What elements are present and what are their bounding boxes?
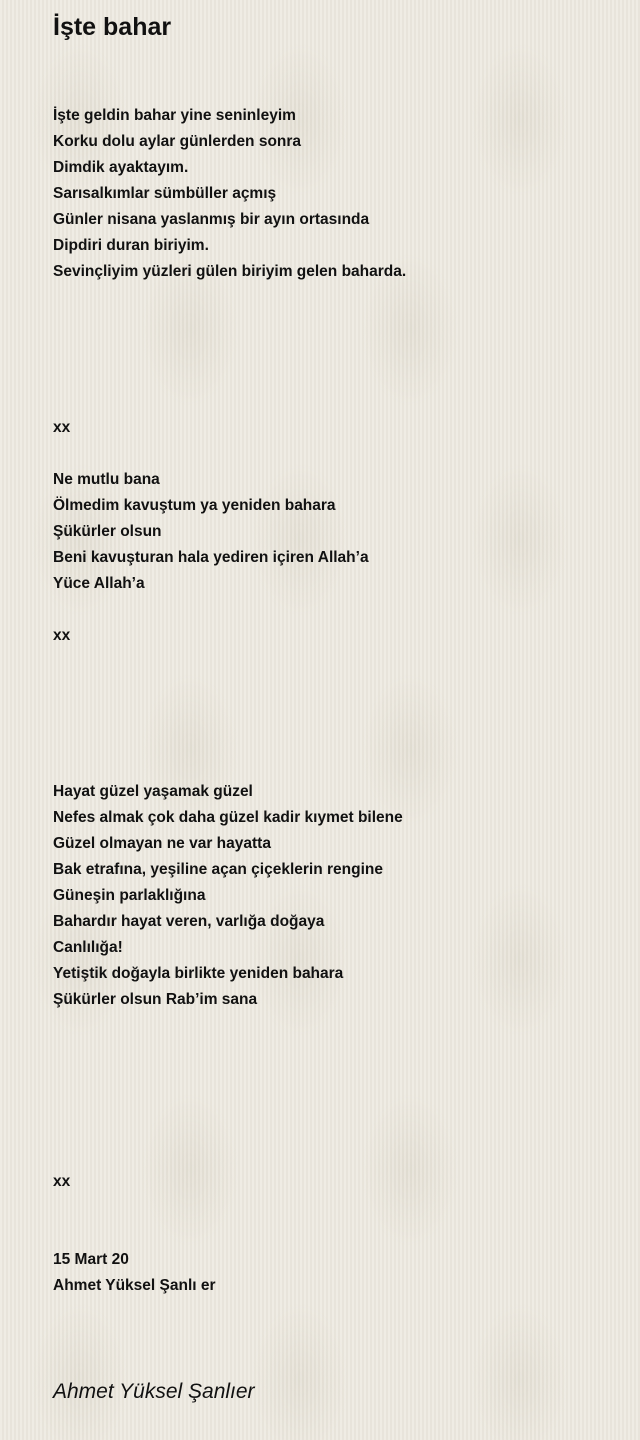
poem-line: Bak etrafına, yeşiline açan çiçeklerin rengine — [53, 861, 383, 878]
poem-line: Bahardır hayat veren, varlığa doğaya — [53, 913, 325, 930]
blank-line — [53, 1195, 613, 1221]
poem-line: Korku dolu aylar günlerden sonra — [53, 133, 302, 150]
blank-line — [53, 363, 613, 389]
poem-line: Ahmet Yüksel Şanlı er — [53, 1277, 216, 1294]
blank-line — [53, 753, 613, 779]
poem-line: Yetiştik doğayla birlikte yeniden bahara — [53, 965, 344, 982]
blank-line — [53, 597, 613, 623]
poem-line: Ne mutlu bana — [53, 471, 160, 488]
poem-line: Yüce Allah’a — [53, 575, 145, 592]
poem-line: Beni kavuşturan hala yediren içiren Allah’a — [53, 549, 369, 566]
poem-line: Güzel olmayan ne var hayatta — [53, 835, 271, 852]
poem-line: xx — [53, 419, 71, 436]
blank-line — [53, 389, 613, 415]
poem-body — [53, 103, 613, 1299]
blank-line — [53, 675, 613, 701]
blank-line — [53, 1091, 613, 1117]
blank-line — [53, 649, 613, 675]
poem-line: Dimdik ayaktayım. — [53, 159, 189, 176]
poem-line: xx — [53, 1173, 71, 1190]
blank-line — [53, 1039, 613, 1065]
poem-line: Nefes almak çok daha güzel kadir kıymet bilene — [53, 809, 403, 826]
author-signature: Ahmet Yüksel Şanlıer — [53, 1380, 255, 1403]
blank-line — [53, 1065, 613, 1091]
blank-line — [53, 285, 613, 311]
poem-line: Sarısalkımlar sümbüller açmış — [53, 185, 277, 202]
poem-line: Hayat güzel yaşamak güzel — [53, 783, 253, 800]
blank-line — [53, 1221, 613, 1247]
poem-line: Günler nisana yaslanmış bir ayın ortasında — [53, 211, 370, 228]
poem-line: Ölmedim kavuştum ya yeniden bahara — [53, 497, 336, 514]
poem-line: Şükürler olsun Rab’im sana — [53, 991, 258, 1008]
blank-line — [53, 337, 613, 363]
blank-line — [53, 1117, 613, 1143]
poem-line: Canlılığa! — [53, 939, 123, 956]
blank-line — [53, 441, 613, 467]
blank-line — [53, 1143, 613, 1169]
poem-line: xx — [53, 627, 71, 644]
blank-line — [53, 727, 613, 753]
poem-line: Dipdiri duran biriyim. — [53, 237, 209, 254]
blank-line — [53, 1013, 613, 1039]
poem-line: Sevinçliyim yüzleri gülen biriyim gelen baharda. — [53, 263, 407, 280]
blank-line — [53, 311, 613, 337]
poem-line: 15 Mart 20 — [53, 1251, 129, 1268]
poem-line: İşte geldin bahar yine seninleyim — [53, 107, 296, 124]
blank-line — [53, 701, 613, 727]
poem-line: Güneşin parlaklığına — [53, 887, 206, 904]
poem-title: İşte bahar — [53, 13, 172, 41]
poem-line: Şükürler olsun — [53, 523, 162, 540]
